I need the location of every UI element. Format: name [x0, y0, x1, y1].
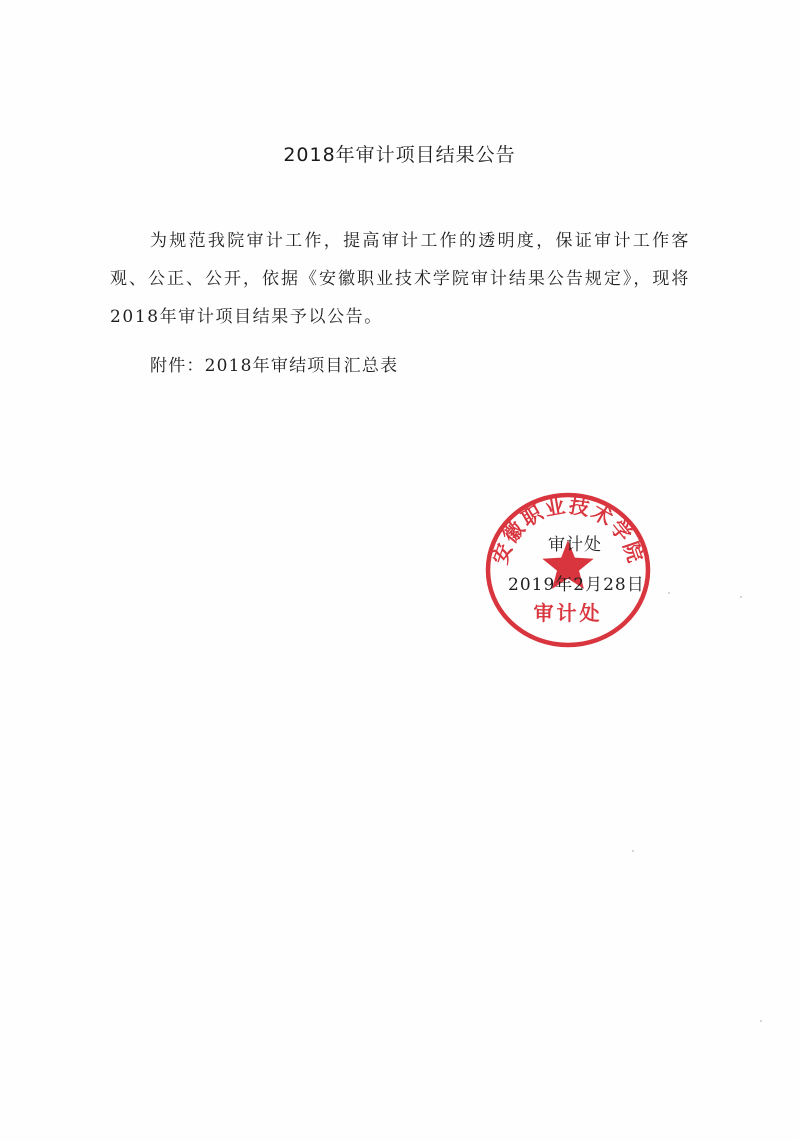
signoff-department: 审计处 — [548, 535, 602, 555]
announcement-paragraph: 为规范我院审计工作，提高审计工作的透明度，保证审计工作客观、公正、公开，依据《安徽职业技术学院审计结果公告规定》，现将2018年审计项目结果予以公告。 — [110, 231, 690, 327]
attachment-line: 附件：2018年审结项目汇总表 — [150, 356, 399, 376]
paper-speck — [740, 596, 742, 598]
signoff-date: 2019年2月28日 — [508, 575, 645, 595]
paper-speck — [760, 1020, 762, 1022]
seal-institution-text: 安徽职业技术学院 — [487, 493, 649, 568]
document-title: 2018年审计项目结果公告 — [283, 144, 516, 166]
paper-speck — [668, 592, 670, 594]
paper-speck — [632, 850, 634, 852]
seal-unit-text: 审计处 — [533, 601, 603, 625]
